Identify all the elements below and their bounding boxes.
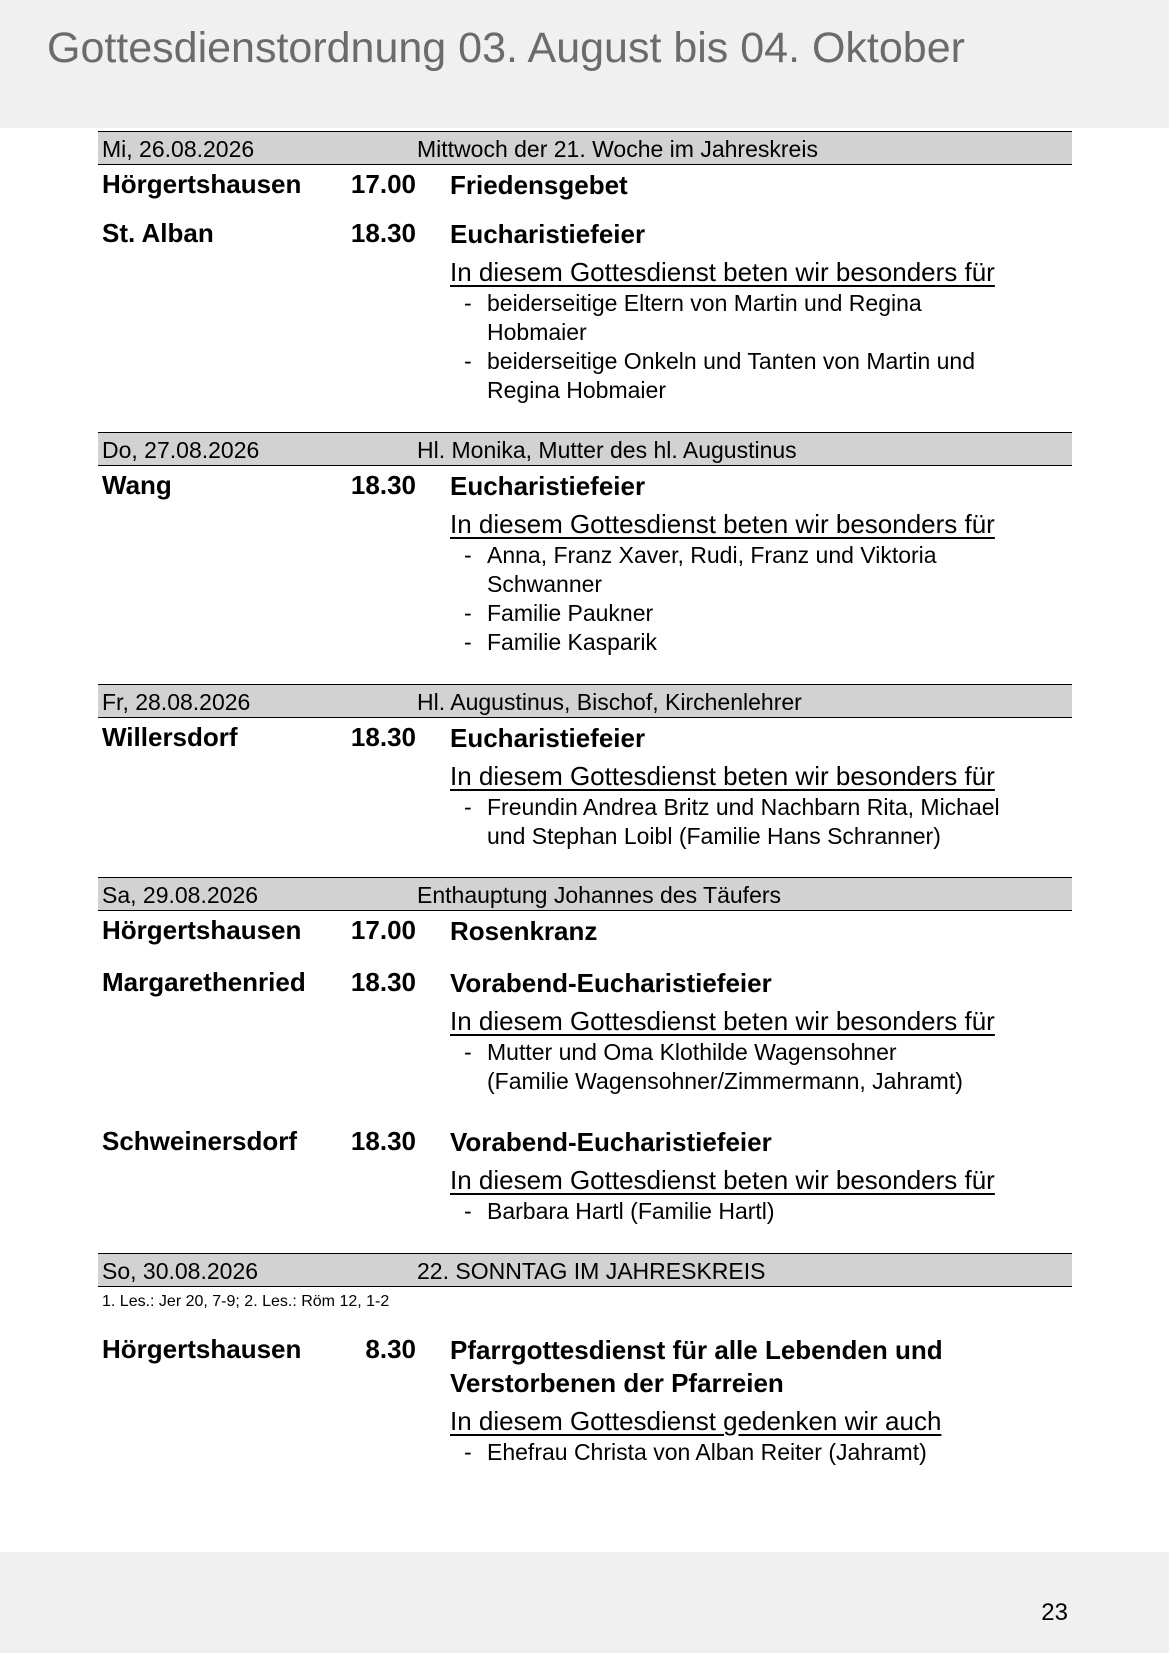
service-entry: [98, 722, 1072, 851]
intention-item: - Barbara Hartl (Familie Hartl): [464, 1198, 775, 1224]
service-entry: [98, 915, 1072, 948]
service-title: Eucharistiefeier: [450, 219, 646, 249]
day-date: Sa, 29.08.2026: [102, 882, 259, 908]
day-section: [98, 684, 1072, 851]
day-header-bar: [98, 1253, 1072, 1287]
intention-item: - Anna, Franz Xaver, Rudi, Franz und Viktoria Schwanner: [464, 542, 937, 597]
intention-item: - Ehefrau Christa von Alban Reiter (Jahramt): [464, 1439, 927, 1465]
intention-item: - Mutter und Oma Klothilde Wagensohner (Familie Wagensohner/Zimmermann, Jahramt): [464, 1039, 963, 1094]
service-time: 8.30: [365, 1334, 416, 1364]
intentions-list: [450, 1438, 1072, 1467]
day-section: [98, 131, 1072, 405]
service-entry: [98, 1334, 1072, 1467]
day-section: [98, 1253, 1072, 1467]
day-header-bar: [98, 131, 1072, 165]
service-place: Hörgertshausen: [102, 1334, 302, 1364]
intention-item: - beiderseitige Eltern von Martin und Regina Hobmaier: [464, 290, 922, 345]
service-time: 18.30: [350, 722, 416, 752]
day-date: Do, 27.08.2026: [102, 437, 260, 463]
service-place: St. Alban: [102, 218, 214, 248]
page-header: [0, 0, 1169, 128]
intentions-list: [450, 541, 1072, 657]
intentions-list: [450, 1038, 1072, 1096]
service-place: Margarethenried: [102, 967, 306, 997]
intention-item: - beiderseitige Onkeln und Tanten von Martin und Regina Hobmaier: [464, 348, 976, 403]
intention-item: - Freundin Andrea Britz und Nachbarn Rita, Michael und Stephan Loibl (Familie Hans Schranner): [464, 794, 1000, 849]
service-title: Eucharistiefeier: [450, 471, 646, 501]
day-section: [98, 432, 1072, 657]
service-time: 17.00: [350, 915, 416, 945]
service-title: Rosenkranz: [450, 916, 598, 946]
intentions-list: [450, 1197, 1072, 1226]
service-place: Wang: [102, 470, 172, 500]
day-date: Fr, 28.08.2026: [102, 689, 251, 715]
service-title: Vorabend-Eucharistiefeier: [450, 1127, 772, 1157]
intentions-intro: In diesem Gottesdienst beten wir besonders für: [450, 1006, 995, 1036]
service-title: Eucharistiefeier: [450, 723, 646, 753]
service-place: Willersdorf: [102, 722, 238, 752]
day-header-bar: [98, 877, 1072, 911]
service-title: Friedensgebet: [450, 170, 628, 200]
day-feast: 22. SONNTAG IM JAHRESKREIS: [417, 1258, 766, 1284]
day-section: [98, 877, 1072, 1226]
schedule-content: [98, 131, 1072, 1467]
service-entry: [98, 218, 1072, 405]
service-entry: [98, 967, 1072, 1096]
day-feast: Hl. Monika, Mutter des hl. Augustinus: [417, 437, 797, 463]
service-time: 17.00: [350, 169, 416, 199]
intention-item: - Familie Kasparik: [464, 629, 657, 655]
page-title: Gottesdienstordnung 03. August bis 04. Oktober: [47, 24, 965, 72]
service-time: 18.30: [350, 218, 416, 248]
intentions-list: [450, 793, 1072, 851]
intentions-intro: In diesem Gottesdienst beten wir besonders für: [450, 509, 995, 539]
service-title: Pfarrgottesdienst für alle Lebenden und Verstorbenen der Pfarreien: [450, 1335, 943, 1398]
intentions-intro: In diesem Gottesdienst beten wir besonders für: [450, 1165, 995, 1195]
service-entry: [98, 470, 1072, 657]
service-place: Hörgertshausen: [102, 169, 302, 199]
service-place: Hörgertshausen: [102, 915, 302, 945]
intentions-intro: In diesem Gottesdienst beten wir besonders für: [450, 761, 995, 791]
page-footer: [0, 1552, 1169, 1653]
day-date: So, 30.08.2026: [102, 1258, 259, 1284]
intentions-intro: In diesem Gottesdienst beten wir besonders für: [450, 257, 995, 287]
service-time: 18.30: [350, 967, 416, 997]
intentions-intro: In diesem Gottesdienst gedenken wir auch: [450, 1406, 942, 1436]
service-entry: [98, 1126, 1072, 1226]
day-header-bar: [98, 684, 1072, 718]
page-number: 23: [1041, 1599, 1068, 1626]
day-readings: 1. Les.: Jer 20, 7-9; 2. Les.: Röm 12, 1-2: [102, 1293, 390, 1310]
day-header-bar: [98, 432, 1072, 466]
service-title: Vorabend-Eucharistiefeier: [450, 968, 772, 998]
intention-item: - Familie Paukner: [464, 600, 654, 626]
service-place: Schweinersdorf: [102, 1126, 298, 1156]
day-feast: Mittwoch der 21. Woche im Jahreskreis: [417, 136, 818, 162]
day-feast: Enthauptung Johannes des Täufers: [417, 882, 782, 908]
service-entry: [98, 169, 1072, 202]
day-date: Mi, 26.08.2026: [102, 136, 255, 162]
intentions-list: [450, 289, 1072, 405]
day-feast: Hl. Augustinus, Bischof, Kirchenlehrer: [417, 689, 802, 715]
service-time: 18.30: [350, 470, 416, 500]
service-time: 18.30: [350, 1126, 416, 1156]
